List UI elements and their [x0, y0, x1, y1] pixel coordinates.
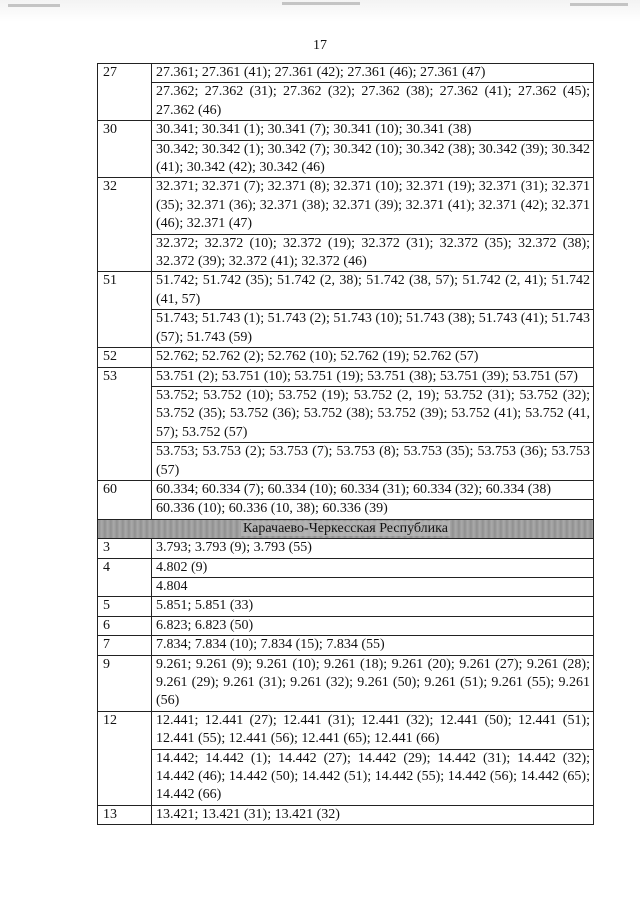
region-row [98, 519, 594, 538]
row-values: 27.361; 27.361 (41); 27.361 (42); 27.361 (46); 27.361 (47) [152, 64, 594, 83]
table-row [98, 558, 594, 577]
scan-artifact [8, 4, 60, 7]
table-row [98, 655, 594, 711]
table-row [98, 711, 594, 749]
row-values: 30.342; 30.342 (1); 30.342 (7); 30.342 (10); 30.342 (38); 30.342 (39); 30.342 (41); 30.342 (42); 30.342 (46) [152, 140, 594, 178]
row-values: 53.753; 53.753 (2); 53.753 (7); 53.753 (8); 53.753 (35); 53.753 (36); 53.753 (57) [152, 443, 594, 481]
table-row [98, 577, 594, 596]
row-code: 13 [98, 805, 152, 824]
row-code: 3 [98, 539, 152, 558]
region-title: Карачаево-Черкесская Республика [243, 520, 448, 536]
table-body [98, 64, 594, 825]
table-row [98, 140, 594, 178]
table-row [98, 348, 594, 367]
row-values: 51.743; 51.743 (1); 51.743 (2); 51.743 (10); 51.743 (38); 51.743 (41); 51.743 (57); 51.743 (59) [152, 310, 594, 348]
row-code: 5 [98, 597, 152, 616]
table-row [98, 234, 594, 272]
row-code: 53 [98, 367, 152, 480]
table-row [98, 272, 594, 310]
table-row [98, 480, 594, 499]
table-row [98, 500, 594, 519]
row-values: 12.441; 12.441 (27); 12.441 (31); 12.441 (32); 12.441 (50); 12.441 (51); 12.441 (55); 12.441 (56); 12.441 (65); 12.441 (66) [152, 711, 594, 749]
row-code: 4 [98, 558, 152, 597]
row-values: 5.851; 5.851 (33) [152, 597, 594, 616]
table-row [98, 597, 594, 616]
table-row [98, 636, 594, 655]
row-code: 51 [98, 272, 152, 348]
row-values: 60.334; 60.334 (7); 60.334 (10); 60.334 (31); 60.334 (32); 60.334 (38) [152, 480, 594, 499]
row-code: 27 [98, 64, 152, 121]
row-values: 3.793; 3.793 (9); 3.793 (55) [152, 539, 594, 558]
row-values: 51.742; 51.742 (35); 51.742 (2, 38); 51.742 (38, 57); 51.742 (2, 41); 51.742 (41, 57) [152, 272, 594, 310]
row-values: 53.752; 53.752 (10); 53.752 (19); 53.752 (2, 19); 53.752 (31); 53.752 (32); 53.752 (35); 53.752 (36); 53.752 (38); 53.752 (39); 53.752 (41); 53.752 (41, 57); 53.752 (57) [152, 386, 594, 442]
region-cell [98, 519, 594, 538]
row-code: 9 [98, 655, 152, 711]
table-row [98, 616, 594, 635]
table-row [98, 386, 594, 442]
row-code: 52 [98, 348, 152, 367]
row-values: 53.751 (2); 53.751 (10); 53.751 (19); 53.751 (38); 53.751 (39); 53.751 (57) [152, 367, 594, 386]
table-row [98, 64, 594, 83]
table-row [98, 539, 594, 558]
table-row [98, 83, 594, 121]
row-values: 27.362; 27.362 (31); 27.362 (32); 27.362 (38); 27.362 (41); 27.362 (45); 27.362 (46) [152, 83, 594, 121]
table-row [98, 367, 594, 386]
table-row [98, 178, 594, 234]
table-row [98, 443, 594, 481]
row-values: 6.823; 6.823 (50) [152, 616, 594, 635]
row-code: 6 [98, 616, 152, 635]
row-values: 32.372; 32.372 (10); 32.372 (19); 32.372 (31); 32.372 (35); 32.372 (38); 32.372 (39); 32.372 (41); 32.372 (46) [152, 234, 594, 272]
scan-artifact [282, 2, 360, 5]
table-row [98, 805, 594, 824]
row-values: 52.762; 52.762 (2); 52.762 (10); 52.762 (19); 52.762 (57) [152, 348, 594, 367]
row-values: 13.421; 13.421 (31); 13.421 (32) [152, 805, 594, 824]
table-row [98, 749, 594, 805]
table-row [98, 310, 594, 348]
row-code: 7 [98, 636, 152, 655]
page-number: 17 [313, 38, 327, 53]
row-values: 30.341; 30.341 (1); 30.341 (7); 30.341 (10); 30.341 (38) [152, 121, 594, 140]
row-code: 12 [98, 711, 152, 805]
scan-artifact [570, 3, 628, 6]
row-values: 32.371; 32.371 (7); 32.371 (8); 32.371 (10); 32.371 (19); 32.371 (31); 32.371 (35); 32.371 (36); 32.371 (38); 32.371 (39); 32.371 (41); 32.371 (42); 32.371 (46); 32.371 (47) [152, 178, 594, 234]
code-table [97, 63, 594, 825]
row-code: 60 [98, 480, 152, 519]
row-values: 4.802 (9) [152, 558, 594, 577]
table-row [98, 121, 594, 140]
row-code: 32 [98, 178, 152, 272]
row-values: 14.442; 14.442 (1); 14.442 (27); 14.442 (29); 14.442 (31); 14.442 (32); 14.442 (46); 14.442 (50); 14.442 (51); 14.442 (55); 14.442 (56); 14.442 (65); 14.442 (66) [152, 749, 594, 805]
row-values: 4.804 [152, 577, 594, 596]
row-values: 60.336 (10); 60.336 (10, 38); 60.336 (39) [152, 500, 594, 519]
row-code: 30 [98, 121, 152, 178]
row-values: 7.834; 7.834 (10); 7.834 (15); 7.834 (55) [152, 636, 594, 655]
row-values: 9.261; 9.261 (9); 9.261 (10); 9.261 (18); 9.261 (20); 9.261 (27); 9.261 (28); 9.261 (29); 9.261 (31); 9.261 (32); 9.261 (50); 9.261 (51); 9.261 (55); 9.261 (56) [152, 655, 594, 711]
